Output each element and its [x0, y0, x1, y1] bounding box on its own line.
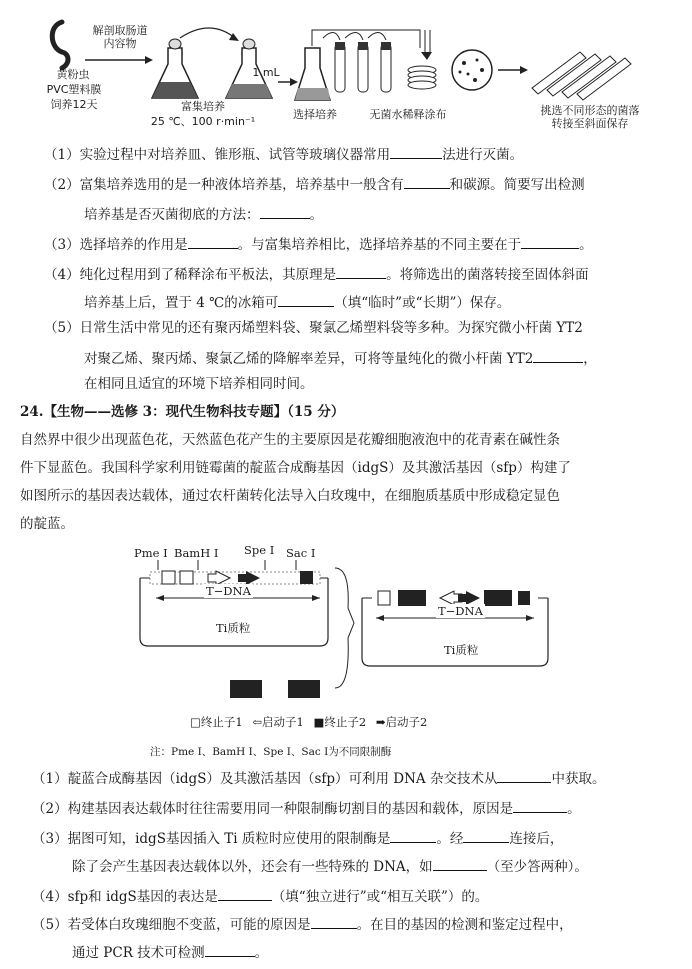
q23-item-3: （3）选择培养的作用是 。与富集培养相比，选择培养基的不同主要在于 。 [44, 237, 593, 253]
vector-drawing [120, 548, 580, 708]
q23-item-5-line3: 在相同且适宜的环境下培养相同时间。 [84, 376, 314, 392]
q24-intro-line3: 如图所示的基因表达载体，通过农杆菌转化法导入白玫瑰中，在细胞质基质中形成稳定显色 [20, 488, 560, 504]
q23-item-5: （5）日常生活中常见的还有聚丙烯塑料袋、聚氯乙烯塑料袋等多种。为探究微小杆菌 YT2 [44, 320, 583, 336]
q23-item-2-line2: 培养基是否灭菌彻底的方法： 。 [84, 207, 323, 223]
figure-note: 注：Pme Ⅰ、BamH Ⅰ、Spe Ⅰ、Sac Ⅰ为不同限制酶 [150, 746, 392, 758]
label-pvc: PVC塑料膜 [46, 83, 102, 96]
q24-item-4: （4）sfp和 idgS基因的表达是 （填“独立进行”或“相互关联”）的。 [32, 889, 489, 905]
site-bamh: BamH Ⅰ [174, 546, 219, 560]
label-dissect: 解剖取肠道内容物 [92, 24, 148, 50]
q24-intro-line4: 的靛蓝。 [20, 516, 74, 532]
culture-flask-icon [295, 48, 330, 100]
label-volume: 1 mL [252, 66, 280, 79]
q24-intro-line1: 自然界中很少出现蓝色花，天然蓝色花产生的主要原因是花瓣细胞液泡中的花青素在碱性条 [20, 432, 560, 448]
label-pick: 挑选不同形态的菌落转接至斜面保存 [540, 104, 640, 130]
label-feed: 饲养12天 [50, 98, 98, 111]
site-pme: Pme Ⅰ [134, 546, 168, 560]
gene-fragment-icon [230, 680, 262, 698]
label-select: 选择培养 [293, 108, 337, 121]
promoter1-icon [208, 571, 230, 585]
legend-terminator1: □终止子1 [190, 715, 243, 729]
q24-item-1: （1）靛蓝合成酶基因（idgS）及其激活基因（sfp）可利用 DNA 杂交技术从 中获取。 [32, 771, 606, 787]
q23-item-4: （4）纯化过程用到了稀释涂布平板法，其原理是 。将筛选出的菌落转接至固体斜面 [44, 267, 589, 283]
q23-item-2: （2）富集培养选用的是一种液体培养基，培养基中一般含有 和碳源。简要写出检测 [44, 177, 585, 193]
site-spe: Spe Ⅰ [244, 543, 275, 557]
gene-fragment-icon [288, 680, 320, 698]
plasmid-label-2: Ti质粒 [444, 643, 479, 657]
q24-item-5: （5）若受体白玫瑰细胞不变蓝，可能的原因是 。在目的基因的检测和鉴定过程中， [32, 917, 573, 933]
q24-item-5-line2: 通过 PCR 技术可检测 。 [72, 945, 269, 961]
q24-item-3: （3）据图可知，idgS基因插入 Ti 质粒时应使用的限制酶是 。经 连接后， [32, 831, 564, 847]
legend-promoter2: ➡启动子2 [375, 715, 428, 729]
q23-item-1: （1）实验过程中对培养皿、锥形瓶、试管等玻璃仪器常用 法进行灭菌。 [44, 147, 524, 163]
tdna-label-2: T−DNA [438, 604, 483, 618]
q24-item-3-line2: 除了会产生基因表达载体以外，还会有一些特殊的 DNA，如 （至少答两种）。 [72, 859, 588, 875]
q24-heading: 24.【生物——选修 3：现代生物科技专题】（15 分） [20, 404, 345, 420]
flask-icon [152, 39, 198, 98]
terminator1-icon [162, 571, 175, 584]
label-worm: 黄粉虫 [56, 68, 90, 81]
label-enrich: 富集培养 [181, 100, 225, 113]
plasmid-label-1: Ti质粒 [216, 621, 251, 635]
promoter2-icon [238, 571, 260, 585]
slant-tubes-icon [532, 52, 631, 100]
q24-intro-line2: 件下显蓝色。我国科学家利用链霉菌的靛蓝合成酶基因（idgS）及其激活基因（sfp）构建了 [20, 460, 571, 476]
colony-plate-icon [452, 50, 492, 90]
label-dilute: 无菌水稀释涂布 [369, 108, 447, 121]
q24-item-2: （2）构建基因表达载体时往往需要用同一种限制酶切割目的基因和载体，原因是 。 [32, 801, 581, 817]
terminator2-icon [300, 571, 313, 584]
legend-terminator2: ■终止子2 [313, 715, 367, 729]
legend-promoter1: ⇦启动子1 [252, 715, 304, 729]
q23-item-5-line2: 对聚乙烯、聚丙烯、聚氯乙烯的降解率差异，可将等量纯化的微小杆菌 YT2 ， [84, 351, 597, 367]
label-enrich-cond: 25 ℃、100 r·min⁻¹ [150, 115, 256, 128]
q23-item-4-line2: 培养基上后，置于 4 ℃的冰箱可 （填“临时”或“长期”）保存。 [84, 295, 511, 311]
tdna-label-1: T−DNA [206, 584, 251, 598]
site-sac: Sac Ⅰ [286, 546, 316, 560]
test-tubes-icon [323, 32, 391, 92]
mealworm-icon [52, 22, 68, 68]
petri-dish-stack-icon [408, 66, 436, 89]
legend [190, 714, 427, 730]
